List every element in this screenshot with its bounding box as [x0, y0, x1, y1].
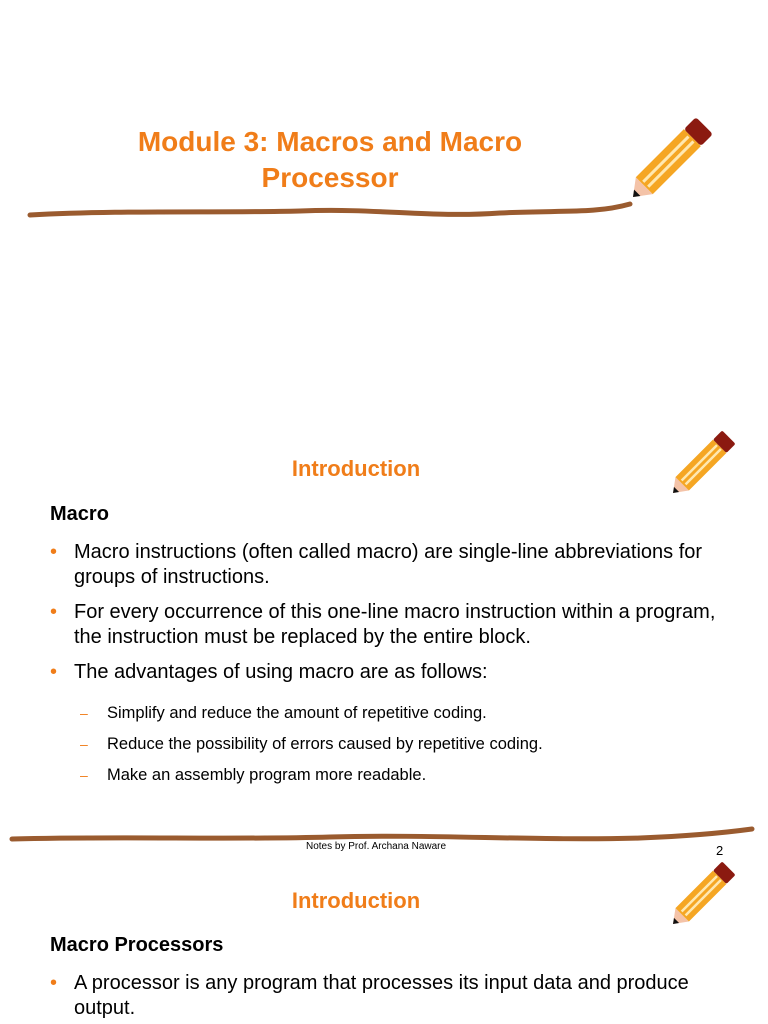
- list-item: – Reduce the possibility of errors caused by repetitive coding.: [80, 734, 700, 754]
- divider-line: [30, 204, 630, 215]
- list-item: • For every occurrence of this one-line macro instruction within a program, the instruction must be replaced by the entire block.: [50, 600, 740, 650]
- bullet-list: [50, 971, 740, 1021]
- list-item: • The advantages of using macro are as follows:: [50, 660, 740, 685]
- slide-title-line: Processor: [261, 162, 399, 193]
- divider-line: [12, 829, 752, 839]
- sub-bullet-list: [80, 703, 700, 796]
- pencil-icon: [666, 861, 735, 930]
- list-item: • A processor is any program that processes its input data and produce output.: [50, 971, 740, 1021]
- page-number: 2: [716, 843, 724, 858]
- list-item: – Make an assembly program more readable.: [80, 765, 700, 785]
- list-item: – Simplify and reduce the amount of repetitive coding.: [80, 703, 700, 723]
- bullet-list: [50, 540, 740, 685]
- footer-author: Notes by Prof. Archana Naware: [306, 841, 447, 852]
- slide-title-line: Module 3: Macros and Macro: [137, 126, 523, 157]
- subheading: Macro: [50, 503, 109, 525]
- list-item: • Macro instructions (often called macro) are single-line abbreviations for groups of instructions.: [50, 540, 740, 590]
- subheading: Macro Processors: [50, 934, 224, 956]
- pencil-icon: [625, 117, 713, 205]
- slide-title: [60, 124, 600, 196]
- pencil-icon: [666, 430, 735, 499]
- section-heading: Introduction: [291, 456, 421, 481]
- section-heading: Introduction: [291, 888, 421, 913]
